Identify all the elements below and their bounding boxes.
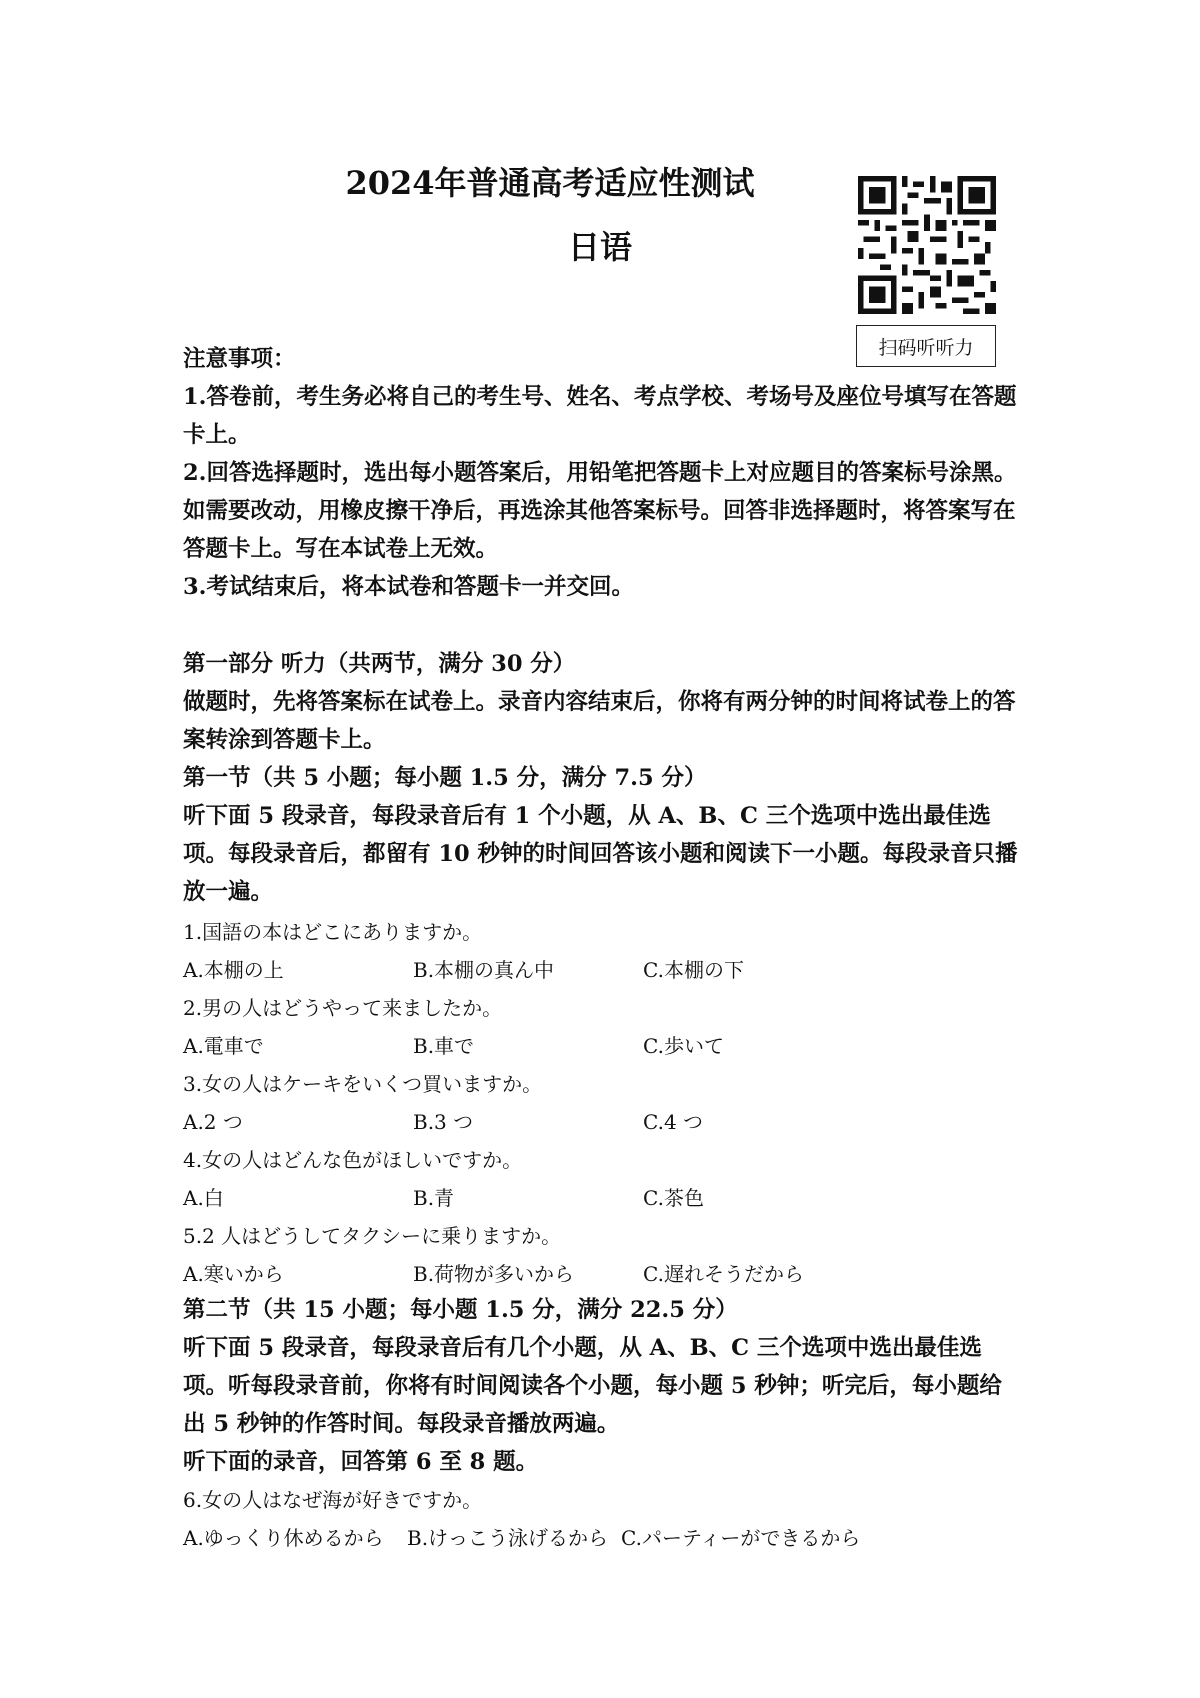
option-b: B.青: [413, 1186, 455, 1210]
option-a: A.2 つ: [183, 1110, 243, 1134]
qr-caption: 扫码听听力: [856, 325, 996, 367]
option-c: C.パーティーができるから: [621, 1526, 861, 1550]
note-item-3: 3.考试结束后，将本试卷和答题卡一并交回。: [183, 574, 634, 600]
section2-heading: 第二节（共 15 小题；每小题 1.5 分，满分 22.5 分）: [183, 1297, 738, 1323]
option-c: C.本棚の下: [643, 958, 744, 982]
option-a: A.寒いから: [183, 1262, 284, 1286]
part1-instruction: 做题时，先将答案标在试卷上。录音内容结束后，你将有两分钟的时间将试卷上的答案转涂到答题卡上。: [183, 689, 1016, 753]
page-title: 2024年普通高考适应性测试: [345, 164, 755, 202]
question-4: 4.女の人はどんな色がほしいですか。: [183, 1148, 523, 1172]
option-b: B.けっこう泳げるから: [407, 1526, 609, 1550]
qr-code-icon: [858, 176, 996, 314]
option-a: A.本棚の上: [183, 958, 284, 982]
option-a: A.電車で: [183, 1034, 264, 1058]
option-c: C.4 つ: [643, 1110, 704, 1134]
question-3-options: [183, 1103, 1023, 1141]
option-b: B.本棚の真ん中: [413, 958, 555, 982]
option-c: C.遅れそうだから: [643, 1262, 804, 1286]
note-item-2: 2.回答选择题时，选出每小题答案后，用铅笔把答题卡上对应题目的答案标号涂黑。如需要改动，用橡皮擦干净后，再选涂其他答案标号。回答非选择题时，将答案写在答题卡上。写在本试卷上无效。: [183, 460, 1017, 562]
question-2-options: [183, 1027, 1023, 1065]
question-5-options: [183, 1255, 1023, 1293]
question-5: 5.2 人はどうしてタクシーに乗りますか。: [183, 1224, 562, 1248]
note-item-1: 1.答卷前，考生务必将自己的考生号、姓名、考点学校、考场号及座位号填写在答题卡上。: [183, 384, 1017, 448]
option-c: C.歩いて: [643, 1034, 724, 1058]
option-a: A.ゆっくり休めるから: [183, 1526, 384, 1550]
question-4-options: [183, 1179, 1023, 1217]
option-b: B.車で: [413, 1034, 475, 1058]
notes-heading: 注意事项：: [183, 346, 296, 372]
question-6: 6.女の人はなぜ海が好きですか。: [183, 1488, 483, 1512]
option-b: B.3 つ: [413, 1110, 474, 1134]
question-1: 1.国語の本はどこにありますか。: [183, 920, 483, 944]
section1-heading: 第一节（共 5 小题；每小题 1.5 分，满分 7.5 分）: [183, 765, 707, 791]
question-3: 3.女の人はケーキをいくつ買いますか。: [183, 1072, 543, 1096]
section2-listen-note: 听下面的录音，回答第 6 至 8 题。: [183, 1449, 539, 1475]
option-c: C.茶色: [643, 1186, 704, 1210]
section1-instruction: 听下面 5 段录音，每段录音后有 1 个小题，从 A、B、C 三个选项中选出最佳选项。每段录音后，都留有 10 秒钟的时间回答该小题和阅读下一小题。每段录音只播放一遍。: [183, 803, 1018, 905]
option-b: B.荷物が多いから: [413, 1262, 575, 1286]
part1-heading: 第一部分 听力（共两节，满分 30 分）: [183, 651, 576, 677]
question-1-options: [183, 951, 1023, 989]
option-a: A.白: [183, 1186, 224, 1210]
question-2: 2.男の人はどうやって来ましたか。: [183, 996, 503, 1020]
question-6-options: [183, 1519, 1023, 1557]
section2-instruction: 听下面 5 段录音，每段录音后有几个小题，从 A、B、C 三个选项中选出最佳选项。听每段录音前，你将有时间阅读各个小题，每小题 5 秒钟；听完后，每小题给出 5 秒钟的作答时间。每段录音播放两遍。: [183, 1335, 1002, 1437]
page-subtitle: 日语: [567, 228, 632, 266]
